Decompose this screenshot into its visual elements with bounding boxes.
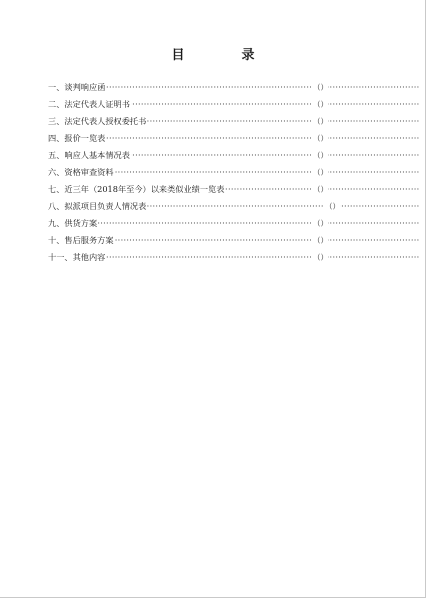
toc-entry-page: （） — [323, 198, 340, 215]
toc-entry-page: （） — [311, 232, 328, 249]
toc-entry-label: 十、售后服务方案 — [48, 235, 114, 245]
table-of-contents — [48, 79, 340, 266]
toc-entry-label: 十一、其他内容 — [48, 252, 106, 262]
toc-entry-label: 二、法定代表人证明书 — [48, 99, 130, 109]
toc-entry-3[interactable] — [48, 113, 328, 130]
toc-entry-8[interactable] — [48, 198, 340, 215]
toc-entry-1[interactable] — [48, 79, 328, 96]
toc-entry-5[interactable] — [48, 147, 328, 164]
toc-entry-7[interactable] — [48, 181, 328, 198]
toc-entry-label: 七、近三年（2018年至今）以来类似业绩一览表 — [48, 184, 225, 194]
toc-entry-page: （） — [311, 79, 328, 96]
toc-entry-2[interactable] — [48, 96, 328, 113]
toc-entry-6[interactable] — [48, 164, 328, 181]
toc-entry-4[interactable] — [48, 130, 328, 147]
toc-entry-page: （） — [311, 181, 328, 198]
toc-entry-page: （） — [311, 113, 328, 130]
toc-entry-page: （） — [311, 215, 328, 232]
toc-entry-page: （） — [311, 147, 328, 164]
page-title: 目 录 — [171, 48, 277, 63]
toc-entry-10[interactable] — [48, 232, 328, 249]
toc-entry-11[interactable] — [48, 249, 328, 266]
toc-entry-page: （） — [311, 249, 328, 266]
toc-entry-label: 九、供货方案 — [48, 218, 98, 228]
toc-entry-label: 一、谈判响应函 — [48, 82, 106, 92]
toc-entry-label: 六、资格审查资料 — [48, 167, 114, 177]
toc-entry-label: 四、报价一览表 — [48, 133, 106, 143]
toc-entry-label: 八、拟派项目负责人情况表 — [48, 201, 147, 211]
toc-entry-page: （） — [311, 164, 328, 181]
toc-entry-9[interactable] — [48, 215, 328, 232]
toc-entry-label: 三、法定代表人授权委托书 — [48, 116, 147, 126]
toc-entry-page: （） — [311, 130, 328, 147]
toc-entry-page: （） — [311, 96, 328, 113]
toc-entry-label: 五、响应人基本情况表 — [48, 150, 130, 160]
